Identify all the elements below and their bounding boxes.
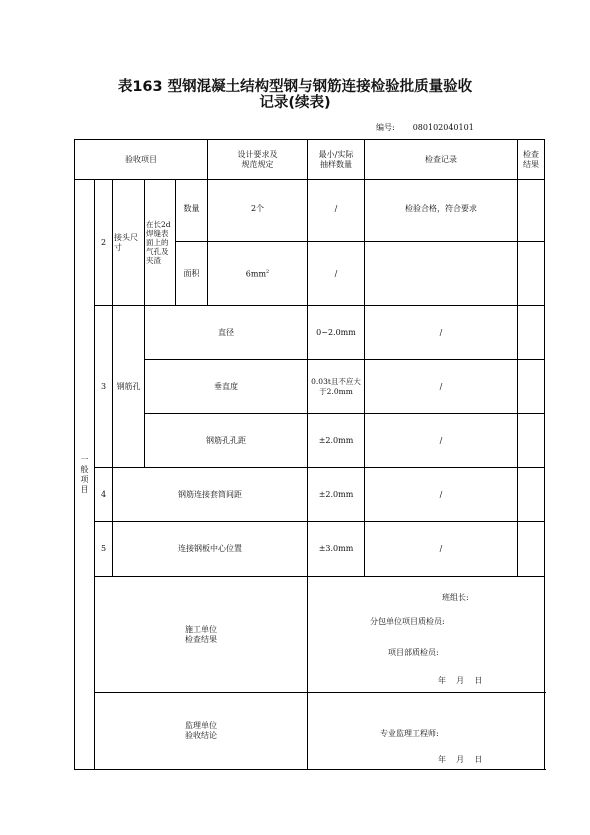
sample-quantity: /: [308, 180, 365, 242]
rebar-hole-label: 钢筋孔: [113, 306, 145, 468]
sample-plate-center: /: [365, 522, 518, 577]
superscript: 2: [266, 269, 270, 276]
design-plate-center: ±3.0mm: [308, 522, 365, 577]
sample-area: /: [308, 242, 365, 306]
design-sleeve-spacing: ±2.0mm: [308, 468, 365, 522]
record-quantity: 检验合格，符合要求: [365, 180, 518, 242]
item-plate-center: 连接钢板中心位置: [113, 522, 308, 577]
record-cell: [518, 522, 545, 577]
result-cell: [518, 180, 545, 242]
record-cell: [518, 306, 545, 360]
construction-label: 施工单位 检查结果: [95, 577, 308, 693]
item-hole-spacing: 钢筋孔孔距: [145, 414, 308, 468]
header-design: 设计要求及 规范规定: [208, 140, 308, 180]
design-quantity: 2个: [208, 180, 308, 242]
row-number: 5: [95, 522, 113, 577]
record-cell: [365, 242, 518, 306]
record-cell: [518, 360, 545, 414]
table-row: [75, 306, 545, 360]
item-area: 面积: [176, 242, 208, 306]
sub-inspector-label: 分包单位项目质检员:: [370, 617, 445, 626]
row-number: 3: [95, 306, 113, 468]
record-code-label: 编号:: [376, 123, 395, 132]
table-row: [75, 468, 545, 522]
group-label-text: 一般项目: [80, 454, 89, 494]
construction-signature-area: [308, 577, 545, 693]
item-diameter: 直径: [145, 306, 308, 360]
supervision-engineer-label: 专业监理工程师:: [380, 729, 439, 738]
design-hole-spacing: ±2.0mm: [308, 414, 365, 468]
row-number: 2: [95, 180, 113, 306]
joint-size-label: 接头尺 寸: [113, 180, 145, 306]
table-row: [75, 414, 545, 468]
page-subtitle: 记录(续表): [259, 95, 331, 111]
record-cell: [518, 468, 545, 522]
supervision-label: 监理单位 验收结论: [95, 693, 308, 770]
weld-surface-label: 在长2d 焊缝表 面上的 气孔及 夹渣: [145, 180, 176, 306]
sample-sleeve-spacing: /: [365, 468, 518, 522]
table-row: [75, 360, 545, 414]
sample-hole-spacing: /: [365, 414, 518, 468]
design-verticality: 0.03t且不应大于2.0mm: [308, 360, 365, 414]
item-verticality: 垂直度: [145, 360, 308, 414]
page-title: 表163 型钢混凝土结构型钢与钢筋连接检验批质量验收: [117, 79, 473, 95]
sample-diameter: /: [365, 306, 518, 360]
construction-date: 年 月 日: [438, 676, 483, 685]
group-label: [75, 180, 95, 770]
dept-inspector-label: 项目部质检员:: [388, 648, 439, 657]
record-code-value: 080102040101: [412, 123, 474, 132]
record-cell: [518, 414, 545, 468]
table-row: [75, 180, 545, 242]
item-sleeve-spacing: 钢筋连接套筒间距: [113, 468, 308, 522]
supervision-date: 年 月 日: [438, 755, 483, 764]
design-diameter: 0~2.0mm: [308, 306, 365, 360]
result-cell: [518, 242, 545, 306]
header-sample: 最小/实际 抽样数量: [308, 140, 365, 180]
row-number: 4: [95, 468, 113, 522]
item-quantity: 数量: [176, 180, 208, 242]
design-area: $6mm^2$: [208, 242, 308, 306]
sample-verticality: /: [365, 360, 518, 414]
header-item: 验收项目: [75, 140, 208, 180]
table-row: [75, 522, 545, 577]
header-result: 检查 结果: [518, 140, 545, 180]
header-record: 检查记录: [365, 140, 518, 180]
record-code: [376, 122, 474, 133]
header-row: [75, 140, 545, 180]
team-leader-label: 班组长:: [442, 593, 469, 602]
